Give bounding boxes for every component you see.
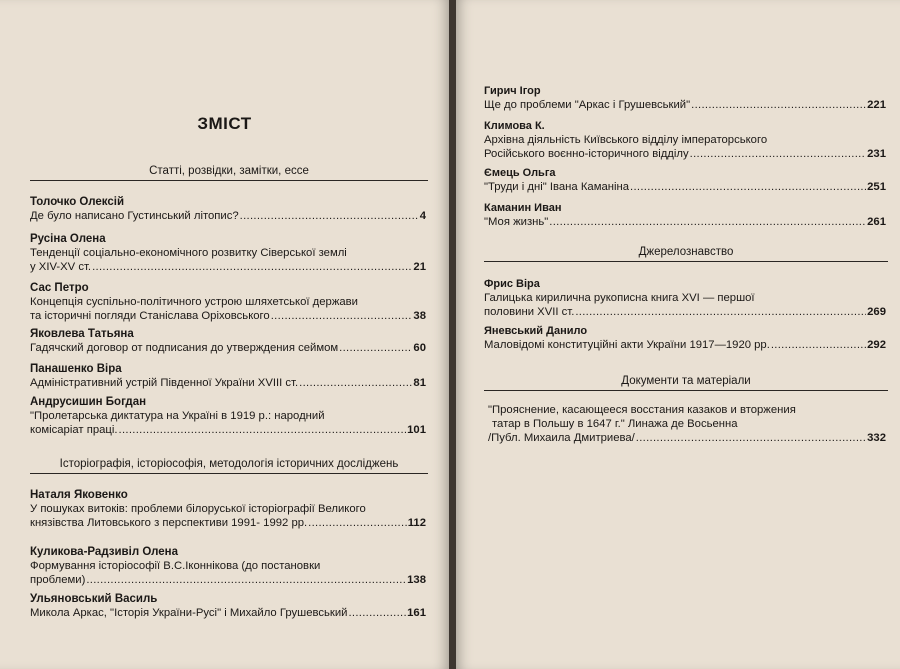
section-rule [484,390,888,391]
toc-entry[interactable] [30,195,426,223]
entry-title: татар в Польшу в 1647 г." Линажа де Восьенна [492,418,738,430]
section-heading-label: Джерелознавство [638,246,734,258]
entry-page-number: 81 [413,377,426,389]
entry-title: у XIV-XV ст. [30,261,92,273]
entry-title: проблеми) [30,574,86,586]
entry-title: половини XVII ст. [484,306,575,318]
entry-title-line [30,341,426,355]
toc-entry[interactable] [30,362,426,390]
entry-title: Адміністративний устрій Південної України XVIII ст. [30,377,299,389]
entry-title-line [30,309,426,323]
entry-title-line [30,606,426,620]
toc-entry[interactable] [484,201,886,229]
section-heading-articles [30,165,428,177]
toc-entry[interactable] [30,592,426,620]
entry-title: Ще до проблеми "Аркас і Грушевський" [484,99,691,111]
entry-title: Концепція суспільно-політичного устрою шляхетської держави [30,296,358,308]
entry-title: /Публ. Михаила Дмитриева/ [488,432,635,444]
toc-entry[interactable] [30,232,426,274]
entry-page-number: 332 [867,432,886,444]
section-heading-source-studies [484,246,888,258]
entry-title-line [30,423,426,437]
entry-title: комісаріат праці. [30,424,118,436]
entry-author: Яковлева Татьяна [30,328,134,340]
entry-page-number: 60 [413,342,426,354]
entry-title: "Прояснение, касающееся восстания казаков и вторжения [488,404,796,416]
toc-entry[interactable] [484,166,886,194]
entry-title: Російського воєнно-історичного відділу [484,148,689,160]
entry-page-number: 4 [419,210,426,222]
entry-title: Микола Аркас, "Історія України-Русі" і Михайло Грушевський [30,607,348,619]
entry-title: князівства Литовського з перспективи 1991- 1992 рр. [30,517,308,529]
section-heading-historiography [30,458,428,470]
entry-title: Галицька кирилична рукописна книга XVI — першої [484,292,755,304]
toc-entry[interactable] [30,395,426,437]
entry-title: Де було написано Густинський літопис? [30,210,239,222]
entry-title: Тенденції соціально-економічного розвитку Сіверської землі [30,247,347,259]
entry-page-number: 261 [867,216,886,228]
entry-title: "Пролетарська диктатура на Україні в 1919 р.: народний [30,410,325,422]
entry-title-line [484,147,886,161]
entry-title-line [484,215,886,229]
entry-author: Яневський Данило [484,325,588,337]
entry-title: "Моя жизнь" [484,216,549,228]
entry-author: Сас Петро [30,282,89,294]
entry-title: Гадячский договор от подписания до утверждения сеймом [30,342,339,354]
toc-entry[interactable] [484,119,886,161]
entry-title: У пошуках витоків: проблеми білоруської історіографії Великого [30,503,366,515]
entry-page-number: 38 [413,310,426,322]
section-rule [484,261,888,262]
toc-entry[interactable] [30,327,426,355]
entry-title: Маловідомі конституційні акти України 1917—1920 рр. [484,339,770,351]
entry-author: Толочко Олексій [30,196,125,208]
entry-title-line [30,260,426,274]
section-heading-label: Документи та матеріали [621,375,751,387]
entry-title-line [484,305,886,319]
entry-page-number: 112 [407,517,426,529]
toc-entry[interactable] [30,281,426,323]
entry-title: "Труди і дні" Івана Каманіна [484,181,630,193]
entry-author: Ємець Ольга [484,167,556,179]
right-page [456,0,900,669]
entry-page-number: 269 [867,306,886,318]
entry-page-number: 292 [867,339,886,351]
entry-author: Фрис Віра [484,278,540,290]
entry-title-line [484,180,886,194]
entry-title-line [30,376,426,390]
entry-title-line [484,338,886,352]
toc-entry[interactable] [488,403,886,445]
entry-title: Формування історіософії В.С.Іконнікова (до постановки [30,560,321,572]
entry-title-line [30,516,426,530]
entry-author: Гирич Ігор [484,85,541,97]
entry-page-number: 231 [867,148,886,160]
entry-page-number: 138 [407,574,426,586]
toc-entry[interactable] [30,488,426,530]
entry-title-line [488,431,886,445]
entry-page-number: 221 [867,99,886,111]
entry-author: Русіна Олена [30,233,106,245]
toc-entry[interactable] [484,277,886,319]
entry-author: Андрусишин Богдан [30,396,147,408]
entry-title-line [484,98,886,112]
entry-page-number: 161 [407,607,426,619]
entry-page-number: 21 [413,261,426,273]
left-page [0,0,449,669]
toc-entry[interactable] [484,84,886,112]
section-heading-documents [484,375,888,387]
entry-title-line [30,573,426,587]
entry-page-number: 101 [407,424,426,436]
section-rule [30,180,428,181]
entry-author: Каманин Иван [484,202,562,214]
entry-title-line [30,209,426,223]
entry-author: Панашенко Віра [30,363,122,375]
section-heading-label: Статті, розвідки, замітки, ессе [149,165,309,177]
contents-title: ЗМІСТ [197,114,252,133]
toc-entry[interactable] [30,545,426,587]
entry-author: Наталя Яковенко [30,489,128,501]
section-heading-label: Історіографія, історіософія, методологія історичних досліджень [59,458,399,470]
book-gutter [449,0,456,669]
toc-entry[interactable] [484,324,886,352]
entry-author: Ульяновський Василь [30,593,158,605]
entry-title: Архівна діяльність Київського відділу імператорського [484,134,768,146]
section-rule [30,473,428,474]
entry-title: та історичні погляди Станіслава Оріховського [30,310,270,322]
entry-page-number: 251 [867,181,886,193]
entry-author: Климова К. [484,120,545,132]
entry-author: Куликова-Радзивіл Олена [30,546,179,558]
